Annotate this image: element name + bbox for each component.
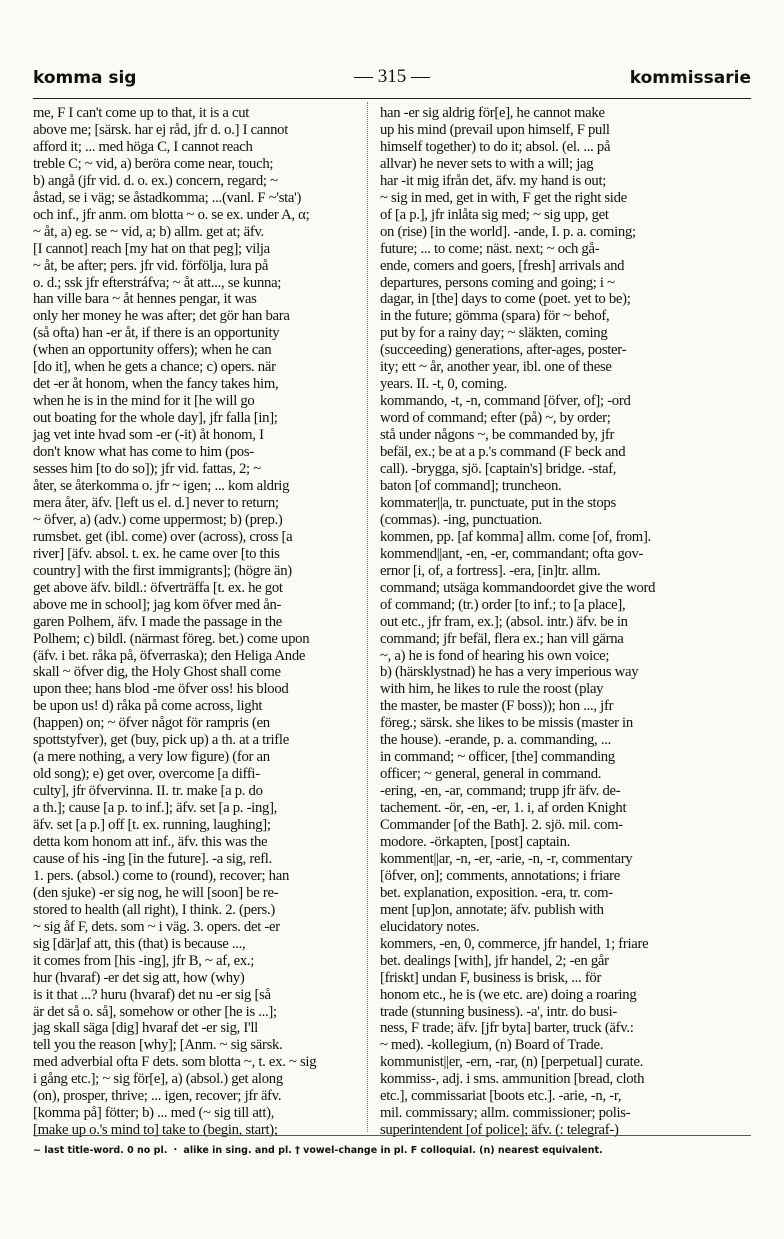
dictionary-text-line: har -it mig ifrån det, äfv. my hand is out; (380, 172, 607, 189)
dictionary-text-line: [friskt] undan F, business is brisk, ... för (380, 969, 602, 986)
dictionary-text-line: Commander [of the Bath]. 2. sjö. mil. com- (380, 817, 623, 834)
dictionary-text-line: jag skall säga [dig] hvaraf det -er sig, I'll (33, 1020, 258, 1037)
dictionary-text-line: bet. dealings [with], jfr handel, 2; -en går (380, 952, 609, 969)
dictionary-text-line: med adverbial ofta F dets. som blotta ~, t. ex. ~ sig (33, 1054, 317, 1071)
dictionary-text-line: spottstyfver), get (buy, pick up) a th. at a trifle (33, 732, 289, 749)
dictionary-text-line: han ville bara ~ åt hennes pengar, it was (33, 291, 257, 308)
dictionary-text-line: i gång etc.]; ~ sig för[e], a) (absol.) get along (33, 1071, 283, 1088)
dictionary-text-line: of command; (tr.) order [to inf.; to [a place], (380, 596, 626, 613)
dictionary-text-line: -ering, -en, -ar, command; trupp jfr äfv. de- (380, 783, 621, 800)
dictionary-text-line: above me; [särsk. har ej råd, jfr d. o.] I cannot (33, 121, 289, 138)
dictionary-text-line: call). -brygga, sjö. [captain's] bridge. -staf, (380, 461, 617, 478)
dictionary-text-line: (on), prosper, thrive; ... igen, recover; jfr äfv. (33, 1088, 282, 1105)
dictionary-text-line: ~, a) he is fond of hearing his own voice; (380, 647, 610, 664)
footer-rule (33, 1135, 751, 1136)
dictionary-text-line: stå under någons ~, be commanded by, jfr (380, 427, 615, 444)
dictionary-text-line: cause of his -ing [in the future]. -a sig, refl. (33, 850, 272, 867)
dictionary-text-line: a th.]; cause [a p. to inf.]; äfv. set [a p. -ing], (33, 800, 278, 817)
dictionary-text-line: tachement. -ör, -en, -er, 1. i, af orden Knight (380, 800, 627, 817)
dictionary-text-line: ~ sig in med, get in with, F get the right side (380, 189, 627, 206)
column-divider (367, 102, 368, 1132)
dictionary-text-line: modore. -örkapten, [post] captain. (380, 833, 571, 850)
dictionary-text-line: culty], jfr öfvervinna. II. tr. make [a p. do (33, 783, 263, 800)
dictionary-text-line: upon thee; hans blod -me öfver oss! his blood (33, 681, 289, 698)
dictionary-text-line: country] with the first immigrants]; (högre än) (33, 562, 292, 579)
dictionary-text-line: b) angå (jfr vid. d. o. ex.) concern, regard; ~ (33, 172, 278, 189)
dictionary-text-line: ~ med). -kollegium, (n) Board of Trade. (380, 1037, 604, 1054)
dictionary-text-line: detta kom honom att inf., äfv. this was the (33, 833, 268, 850)
dictionary-text-line: tell you the reason [why]; [Anm. ~ sig särsk. (33, 1037, 283, 1054)
dictionary-text-line: jag vet inte hvad som -er (-it) åt honom, I (33, 427, 264, 444)
dictionary-text-line: don't know what has come to him (pos- (33, 444, 254, 461)
dictionary-text-line: of [a p.], jfr inlåta sig med; ~ sig upp, get (380, 206, 609, 223)
dictionary-text-line: bet. explanation, exposition. -era, tr. com- (380, 884, 613, 901)
dictionary-text-line: sig [där]af att, this (that) is because ..., (33, 935, 246, 952)
dictionary-text-line: ernor [i, of, a fortress]. -era, [in]tr. allm. (380, 562, 601, 579)
dictionary-text-line: och inf., jfr anm. om blotta ~ o. se ex. under A, α; (33, 206, 310, 223)
dictionary-text-line: get above äfv. bildl.: öfverträffa [t. ex. he got (33, 579, 283, 596)
dictionary-text-line: (happen) on; ~ öfver något för rampris (en (33, 715, 270, 732)
dictionary-text-line: kommers, -en, 0, commerce, jfr handel, 1; friare (380, 935, 649, 952)
dictionary-text-line: (så ofta) han -er åt, if there is an opportunity (33, 325, 280, 342)
dictionary-text-line: rumsbet. get (ibl. come) over (across), cross [a (33, 528, 293, 545)
left-column (33, 105, 381, 1139)
dictionary-text-line: stored to health (all right), I think. 2. (pers.) (33, 901, 275, 918)
dictionary-text-line: [do it], when he gets a chance; c) opers. när (33, 359, 276, 376)
dictionary-text-line: afford it; ... med höga C, I cannot reach (33, 138, 253, 155)
dictionary-text-line: elucidatory notes. (380, 918, 480, 935)
dictionary-text-line: (äfv. i bet. råka på, öfverraska); den Heliga Ande (33, 647, 306, 664)
dictionary-text-line: only her money he was after; det gör han bara (33, 308, 290, 325)
dictionary-text-line: hur (hvaraf) -er det sig att, how (why) (33, 969, 245, 986)
dictionary-text-line: det -er åt honom, when the fancy takes him, (33, 376, 279, 393)
dictionary-text-line: kommando, -t, -n, command [öfver, of]; -ord (380, 393, 631, 410)
dictionary-text-line: the master, be master (F boss)); hon ..., jfr (380, 698, 614, 715)
dictionary-text-line: ness, F trade; äfv. [jfr byta] barter, truck (äfv.: (380, 1020, 634, 1037)
dictionary-text-line: etc.], commissariat [boots etc.]. -arie, -n, -r, (380, 1088, 622, 1105)
dictionary-text-line: [make up o.'s mind to] take to (begin, start); (33, 1122, 278, 1139)
dictionary-text-line: when he is in the mind for it [he will go (33, 393, 255, 410)
dictionary-text-line: honom etc., he is (we etc. are) doing a roaring (380, 986, 637, 1003)
dictionary-text-line: departures, persons coming and going; i ~ (380, 274, 615, 291)
dictionary-text-line: ~ åt, be after; pers. jfr vid. förfölja, lura på (33, 257, 269, 274)
dictionary-text-line: trade (stunning business). -a', intr. do busi- (380, 1003, 617, 1020)
dictionary-text-line: is it that ...? huru (hvaraf) det nu -er sig [så (33, 986, 271, 1003)
dictionary-text-line: put by for a rainy day; ~ släkten, coming (380, 325, 608, 342)
dictionary-text-line: skall ~ öfver dig, the Holy Ghost shall come (33, 664, 281, 681)
dictionary-text-line: me, F I can't come up to that, it is a cut (33, 105, 250, 121)
dictionary-text-line: in command; ~ officer, [the] commanding (380, 749, 615, 766)
dictionary-text-line: sesses him [to do so]); jfr vid. fattas, 2; ~ (33, 461, 261, 478)
dictionary-text-line: ~ öfver, a) (adv.) come uppermost; b) (prep.) (33, 511, 283, 528)
abbreviation-legend: ~ last title-word. 0 no pl. ・ alike in sing. and pl. † vowel-change in pl. F colloquial. (n) nearest equivalent. (33, 1145, 603, 1156)
dictionary-text-line: allvar) he never sets to with a will; jag (380, 155, 594, 172)
dictionary-text-line: (succeeding) generations, after-ages, poster- (380, 342, 627, 359)
right-column (380, 105, 728, 1139)
dictionary-text-line: 1. pers. (absol.) come to (round), recover; han (33, 867, 290, 884)
dictionary-text-line: with him, he likes to rule the roost (play (380, 681, 604, 698)
dictionary-text-line: [öfver, on]; comments, annotations; i friare (380, 867, 620, 884)
dictionary-text-line: äfv. set [a p.] off [t. ex. running, laughing]; (33, 817, 271, 834)
left-guide-word: komma sig (33, 68, 137, 88)
dictionary-text-line: b) (härsklystnad) he has a very imperious way (380, 664, 639, 681)
dictionary-text-line: kommater||a, tr. punctuate, put in the stops (380, 494, 616, 511)
dictionary-text-line: (den sjuke) -er sig nog, he will [soon] be re- (33, 884, 279, 901)
dictionary-text-line: in the future; gömma (spara) för ~ behof, (380, 308, 610, 325)
right-guide-word: kommissarie (629, 68, 751, 88)
dictionary-text-line: mera åter, äfv. [left us el. d.] never to return; (33, 494, 279, 511)
dictionary-text-line: on (rise) [in the world]. -ande, I. p. a. coming; (380, 223, 636, 240)
dictionary-text-line: kommiss-, adj. i sms. ammunition [bread, cloth (380, 1071, 645, 1088)
dictionary-text-line: ende, comers and goers, [fresh] arrivals and (380, 257, 625, 274)
dictionary-text-line: o. d.; ssk jfr efterstráfva; ~ åt att..., se kunna; (33, 274, 282, 291)
dictionary-text-line: han -er sig aldrig för[e], he cannot make (380, 105, 605, 121)
dictionary-text-line: out boating for the whole day], jfr falla [in]; (33, 410, 278, 427)
dictionary-text-line: (when an opportunity offers); when he can (33, 342, 272, 359)
dictionary-text-line: åter, se återkomma o. jfr ~ igen; ... kom aldrig (33, 477, 290, 494)
dictionary-text-line: Polhem; c) bildl. (närmast föreg. bet.) come upon (33, 630, 310, 647)
dictionary-text-line: river] [äfv. absol. t. ex. he came over [to this (33, 545, 280, 562)
header-rule (33, 98, 751, 99)
dictionary-text-line: out etc., jfr fram, ex.]; (absol. intr.) äfv. be in (380, 613, 628, 630)
dictionary-text-line: (a mere nothing, a very low figure) (for an (33, 749, 270, 766)
dictionary-text-line: komment||ar, -n, -er, -arie, -n, -r, commentary (380, 850, 633, 867)
dictionary-text-line: officer; ~ general, general in command. (380, 766, 602, 783)
dictionary-text-line: word of command; efter (på) ~, by order; (380, 410, 611, 427)
dictionary-text-line: it comes from [his -ing], jfr B, ~ af, ex.; (33, 952, 255, 969)
dictionary-text-line: above me in school]; jag kom öfver med ån- (33, 596, 282, 613)
page-number: — 315 — (354, 66, 430, 87)
dictionary-text-line: åstad, se i väg; se åstadkomma; ...(vanl. F ~'sta') (33, 189, 302, 206)
dictionary-text-line: är det så o. så], somehow or other [he is ...]; (33, 1003, 277, 1020)
dictionary-text-line: up his mind (prevail upon himself, F pull (380, 121, 610, 138)
dictionary-text-line: be upon us! d) råka på come across, light (33, 698, 263, 715)
dictionary-text-line: föreg.; särsk. she likes to be missis (master in (380, 715, 633, 732)
dictionary-text-line: command; utsäga kommandoordet give the word (380, 579, 656, 596)
dictionary-text-line: ment [up]on, annotate; äfv. publish with (380, 901, 604, 918)
dictionary-text-line: years. II. -t, 0, coming. (380, 376, 507, 393)
dictionary-text-line: kommen, pp. [af komma] allm. come [of, from]. (380, 528, 651, 545)
dictionary-text-line: dagar, in [the] days to come (poet. yet to be); (380, 291, 631, 308)
dictionary-text-line: mil. commissary; allm. commissioner; polis- (380, 1105, 631, 1122)
dictionary-text-line: baton [of command]; truncheon. (380, 477, 562, 494)
page-header (33, 66, 751, 94)
dictionary-text-line: kommend||ant, -en, -er, commandant; ofta gov- (380, 545, 644, 562)
dictionary-text-line: the house). -erande, p. a. commanding, ... (380, 732, 611, 749)
dictionary-text-line: command; jfr befäl, flera ex.; han vill gärna (380, 630, 624, 647)
dictionary-text-line: ~ sig åf F, dets. som ~ i väg. 3. opers. det -er (33, 918, 280, 935)
dictionary-text-line: (commas). -ing, punctuation. (380, 511, 543, 528)
dictionary-text-line: befäl, ex.; be at a p.'s command (F beck and (380, 444, 626, 461)
dictionary-text-line: ity; ett ~ år, another year, ibl. one of these (380, 359, 612, 376)
dictionary-text-line: future; ... to come; näst. next; ~ och gå- (380, 240, 600, 257)
dictionary-text-line: treble C; ~ vid, a) berörа come near, touch; (33, 155, 274, 172)
dictionary-text-line: ~ åt, a) eg. se ~ vid, a; b) allm. get at; äfv. (33, 223, 264, 240)
dictionary-text-line: superintendent [of police]; äfv. (: telegraf-) (380, 1122, 619, 1139)
dictionary-text-line: [komma på] fötter; b) ... med (~ sig till att), (33, 1105, 275, 1122)
dictionary-text-line: himself together) to do it; absol. (el. ... på (380, 138, 611, 155)
dictionary-text-line: kommunist||er, -ern, -rar, (n) [perpetual] curate. (380, 1054, 644, 1071)
dictionary-text-line: [I cannot] reach [my hat on that peg]; vilja (33, 240, 270, 257)
dictionary-text-line: old song); e) get over, overcome [a diffi- (33, 766, 260, 783)
dictionary-text-line: garen Polhem, äfv. I made the passage in the (33, 613, 283, 630)
